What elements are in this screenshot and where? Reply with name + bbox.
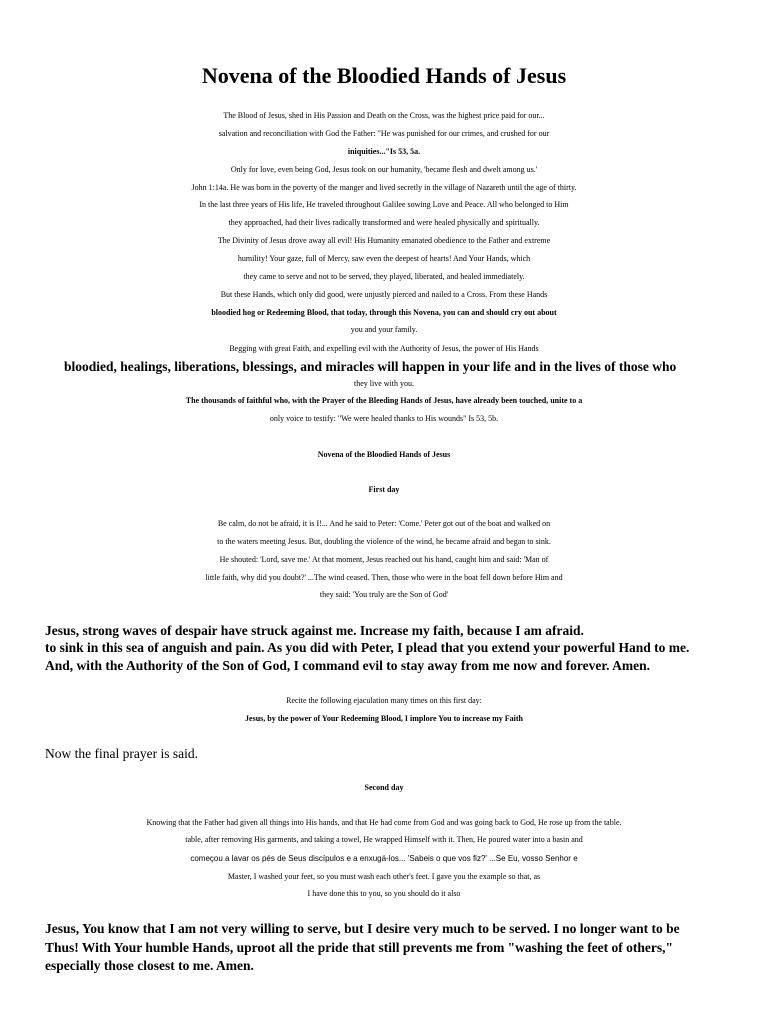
second-day-reading-line: Knowing that the Father had given all things into His hands, and that He had come from God and was going back to God, He rose up from the table. [146, 818, 622, 827]
intro-line: bloodied hog or Redeeming Blood, that today, through this Novena, you can and should cry out about [211, 308, 557, 317]
first-day-reading-line: little faith, why did you doubt?' ...The wind ceased. Then, those who were in the boat fell down before Him and [205, 573, 563, 582]
intro-line: bloodied, healings, liberations, blessings, and miracles will happen in your life and in the lives of those who [64, 359, 677, 374]
first-day-reading-line: He shouted: 'Lord, save me.' At that moment, Jesus reached out his hand, caught him and said: 'Man of [219, 555, 549, 564]
intro-line: The thousands of faithful who, with the Prayer of the Bleeding Hands of Jesus, have already been touched, unite to a [185, 396, 583, 405]
second-day-reading-line: Master, I washed your feet, so you must wash each other's feet. I gave you the example so that, as [227, 872, 541, 881]
second-day-reading-line: table, after removing His garments, and taking a towel, He wrapped Himself with it. Then, He poured water into a basin and [185, 835, 583, 844]
intro-line: Begging with great Faith, and expelling evil with the Authority of Jesus, the power of His Hands [229, 344, 539, 353]
first-day-heading: First day [368, 485, 400, 494]
intro-line: they approached, had their lives radically transformed and were healed physically and spiritually. [228, 218, 540, 227]
intro-line: iniquities..."Is 53, 5a. [347, 147, 421, 156]
first-day-reading-line: Be calm, do not be afraid, it is I!... And he said to Peter: 'Come.' Peter got out of the boat and walked on [217, 519, 551, 528]
first-day-prayer-line: And, with the Authority of the Son of God, I command evil to stay away from me now and forever. Amen. [45, 658, 651, 673]
intro-line: The Blood of Jesus, shed in His Passion and Death on the Cross, was the highest price paid for our... [223, 111, 545, 120]
intro-line: Only for love, even being God, Jesus took on our humanity, 'became flesh and dwelt among us.' [230, 165, 538, 174]
second-day-prayer-line: Thus! With Your humble Hands, uproot all the pride that still prevents me from "washing the feet of others," [45, 940, 674, 955]
first-day-prayer-line: to sink in this sea of anguish and pain. As you did with Peter, I plead that you extend your powerful Hand to me. [45, 640, 690, 655]
section-subtitle: Novena of the Bloodied Hands of Jesus [317, 450, 451, 459]
intro-line: you and your family. [350, 325, 418, 334]
intro-line: they came to serve and not to be served, they played, liberated, and healed immediately. [243, 272, 525, 281]
first-day-prayer-line: Jesus, strong waves of despair have struck against me. Increase my faith, because I am afraid. [45, 623, 584, 638]
intro-line: only voice to testify: "We were healed thanks to His wounds" Is 53, 5b. [269, 414, 499, 423]
second-day-reading-line: I have done this to you, so you should do it also [307, 889, 461, 898]
intro-line: John 1:14a. He was born in the poverty of the manger and lived secretly in the village of Nazareth until the age of thirty. [191, 183, 577, 192]
second-day-reading-line: começou a lavar os pés de Seus discípulos e a enxugá-los... 'Sabeis o que vos fiz?' ...Se Eu, vosso Senhor e [190, 854, 578, 863]
ejaculation-intro: Recite the following ejaculation many times on this first day: [286, 696, 482, 705]
intro-line: salvation and reconciliation with God the Father: "He was punished for our crimes, and crushed for our [218, 129, 550, 138]
intro-line: But these Hands, which only did good, were unjustly pierced and nailed to a Cross. From these Hands [220, 290, 548, 299]
intro-line: The Divinity of Jesus drove away all evil! His Humanity emanated obedience to the Father and extreme [217, 236, 551, 245]
second-day-heading: Second day [364, 783, 404, 792]
first-day-reading-line: they said: 'You truly are the Son of God' [319, 590, 449, 599]
document-title: Novena of the Bloodied Hands of Jesus [201, 63, 567, 88]
second-day-prayer-line: Jesus, You know that I am not very willing to serve, but I desire very much to be served. I no longer want to be [45, 921, 680, 936]
intro-line: In the last three years of His life, He traveled throughout Galilee sowing Love and Peace. All who belonged to Him [199, 200, 569, 209]
second-day-prayer-line: especially those closest to me. Amen. [45, 958, 254, 973]
intro-line: humility! Your gaze, full of Mercy, saw even the deepest of hearts! And Your Hands, which [237, 254, 531, 263]
intro-line: they live with you. [354, 379, 414, 388]
ejaculation-text: Jesus, by the power of Your Redeeming Blood, I implore You to increase my Faith [245, 714, 523, 723]
first-day-reading-line: to the waters meeting Jesus. But, doubling the violence of the wind, he became afraid and began to sink. [217, 537, 551, 546]
final-prayer-note: Now the final prayer is said. [45, 746, 198, 761]
